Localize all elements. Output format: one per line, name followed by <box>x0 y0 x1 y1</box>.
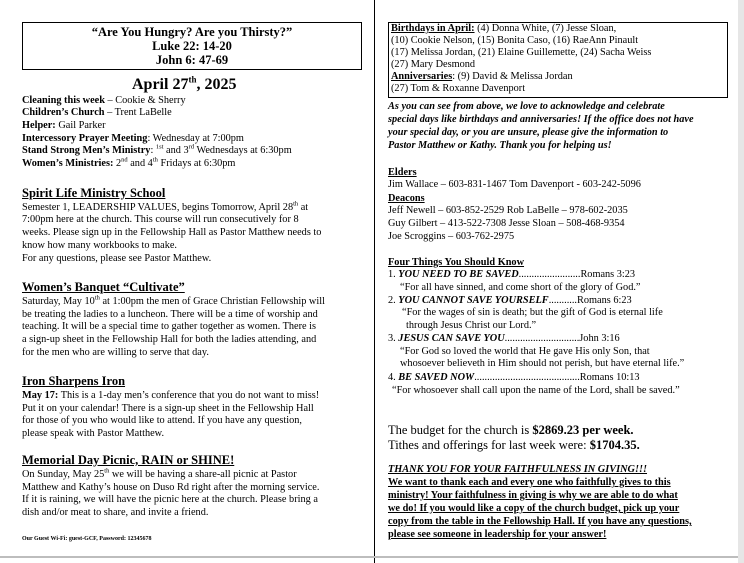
childrens-church-line: Children’s Church – Trent LaBelle <box>22 107 172 118</box>
banquet-text: Saturday, May 10th at 1:00pm the men of Grace Christian Fellowship will <box>22 294 325 307</box>
birthday-line: Birthdays in April: (4) Donna White, (7) Jesse Sloan, <box>391 23 617 34</box>
elders-heading: Elders <box>388 167 417 178</box>
birthday-box <box>388 22 728 98</box>
thanks-text: ministry! Your faithfulness in giving is why we are able to do what <box>388 490 678 501</box>
thanks-text: We want to thank each and every one who faithfully gives to this <box>388 477 671 488</box>
four-things-verse: “For whosoever shall call upon the name of the Lord, shall be saved.” <box>392 385 680 396</box>
four-things-verse: “For God so loved the world that He gave His only Son, that <box>400 346 650 357</box>
thanks-heading: THANK YOU FOR YOUR FAITHFULNESS IN GIVING!!! <box>388 464 648 475</box>
column-divider <box>374 0 375 563</box>
special-days-text: special days like birthdays and anniversaries! If the office does not have <box>388 114 694 125</box>
iron-text: May 17: This is a 1-day men’s conference that you do not want to miss! <box>22 390 320 401</box>
banquet-heading: Women’s Banquet “Cultivate” <box>22 280 185 294</box>
picnic-text: If it is raining, we will have the picnic here at the church. Please bring a <box>22 494 318 505</box>
school-text: weeks. Please sign up in the Fellowship Hall as Pastor Matthew needs to <box>22 227 322 238</box>
banquet-text: a sign-up sheet in the Fellowship Hall for both the ladies attending, and <box>22 334 317 345</box>
tithes-line: Tithes and offerings for last week were: $1704.35. <box>388 438 640 452</box>
bottom-rule <box>0 556 744 558</box>
scripture-reference: John 6: 47-69 <box>155 53 229 67</box>
four-things-item: 4. BE SAVED NOW.........................................Romans 10:13 <box>388 372 640 383</box>
picnic-text: Matthew and Kathy’s house on Duso Rd right after the morning service. <box>22 482 320 493</box>
scripture-reference: Luke 22: 14-20 <box>152 39 232 53</box>
banquet-text: be treating the ladies to a luncheon. There will be a time of worship and <box>22 309 318 320</box>
page-edge <box>738 0 744 563</box>
service-date: April 27th, 2025 <box>132 74 237 93</box>
ministry-school-heading: Spirit Life Ministry School <box>22 186 166 200</box>
prayer-meeting-line: Intercessory Prayer Meeting: Wednesday at 7:00pm <box>22 133 244 144</box>
anniversary-line: (27) Tom & Roxanne Davenport <box>391 83 526 94</box>
four-things-verse: “For all have sinned, and come short of the glory of God.” <box>400 282 641 293</box>
birthday-line: (17) Melissa Jordan, (21) Elaine Guillemette, (24) Sacha Weiss <box>391 47 652 58</box>
deacon-contact: Joe Scroggins – 603-762-2975 <box>388 231 515 242</box>
four-things-verse: “For the wages of sin is death; but the gift of God is eternal life <box>402 307 663 318</box>
scripture-box <box>22 22 362 70</box>
iron-heading: Iron Sharpens Iron <box>22 374 126 388</box>
special-days-text: your special day, or you are unsure, please give the information to <box>388 127 669 138</box>
banquet-text: teaching. It will be a special time to gather together as women. There is <box>22 321 317 332</box>
thanks-text: please see someone in leadership for your answer! <box>388 529 607 540</box>
sermon-title: “Are You Hungry? Are you Thirsty?” <box>91 25 293 39</box>
banquet-text: for the men who are willing to serve that day. <box>22 347 209 358</box>
school-text: Semester 1, LEADERSHIP VALUES, begins Tomorrow, April 28th at <box>22 200 309 213</box>
picnic-text: dish and/or meat to share, and invite a friend. <box>22 507 209 518</box>
helper-line: Helper: Gail Parker <box>22 120 106 131</box>
cleaning-line: Cleaning this week – Cookie & Sherry <box>22 95 186 106</box>
four-things-item: 1. YOU NEED TO BE SAVED........................Romans 3:23 <box>388 269 636 280</box>
four-things-item: 2. YOU CANNOT SAVE YOURSELF...........Romans 6:23 <box>388 295 632 306</box>
picnic-heading: Memorial Day Picnic, RAIN or SHINE! <box>22 453 235 467</box>
picnic-text: On Sunday, May 25th we will be having a share-all picnic at Pastor <box>22 467 297 480</box>
special-days-text: As you can see from above, we love to acknowledge and celebrate <box>388 101 665 112</box>
iron-text: please speak with Pastor Matthew. <box>22 428 165 439</box>
iron-text: for those of you who would like to attend. If you have any question, <box>22 415 302 426</box>
birthday-line: (10) Cookie Nelson, (15) Bonita Caso, (16) RaeAnn Pinault <box>391 35 639 46</box>
iron-text: Put it on your calendar! There is a sign-up sheet in the Fellowship Hall <box>22 403 314 414</box>
deacon-contact: Guy Gilbert – 413-522-7308 Jesse Sloan – 508-468-9354 <box>388 218 625 229</box>
four-things-item: 3. JESUS CAN SAVE YOU.............................John 3:16 <box>388 333 620 344</box>
womens-ministry-line: Women’s Ministries: 2nd and 4th Fridays at 6:30pm <box>22 156 236 169</box>
deacons-heading: Deacons <box>388 193 425 204</box>
birthday-line: (27) Mary Desmond <box>391 59 476 70</box>
four-things-verse: through Jesus Christ our Lord.” <box>406 320 537 331</box>
four-things-heading: Four Things You Should Know <box>388 257 525 268</box>
elder-contact: Jim Wallace – 603-831-1467 Tom Davenport - 603-242-5096 <box>388 179 641 190</box>
thanks-text: we do! If you would like a copy of the church budget, pick up your <box>388 503 680 514</box>
budget-line: The budget for the church is $2869.23 per week. <box>388 423 634 437</box>
mens-ministry-line: Stand Strong Men’s Ministry: $^{1st}$ and 3rd Wednesdays at 6:30pm <box>22 143 292 156</box>
four-things-verse: whosoever believeth in Him should not perish, but have eternal life.” <box>400 358 685 369</box>
school-text: know how many workbooks to make. <box>22 240 178 251</box>
wifi-info: Our Guest Wi-Fi: guest-GCF, Password: 12345678 <box>22 536 152 542</box>
deacon-contact: Jeff Newell – 603-852-2529 Rob LaBelle – 978-602-2035 <box>388 205 628 216</box>
anniversary-line: Anniversaries: (9) David & Melissa Jordan <box>391 71 573 82</box>
school-text: For any questions, please see Pastor Matthew. <box>22 253 212 264</box>
thanks-text: copy from the table in the Fellowship Hall. If you have any questions, <box>388 516 692 527</box>
school-text: 7:00pm here at the church. This course will run consecutively for 8 <box>22 214 299 225</box>
special-days-text: Pastor Matthew or Kathy. Thank you for helping us! <box>388 140 612 151</box>
